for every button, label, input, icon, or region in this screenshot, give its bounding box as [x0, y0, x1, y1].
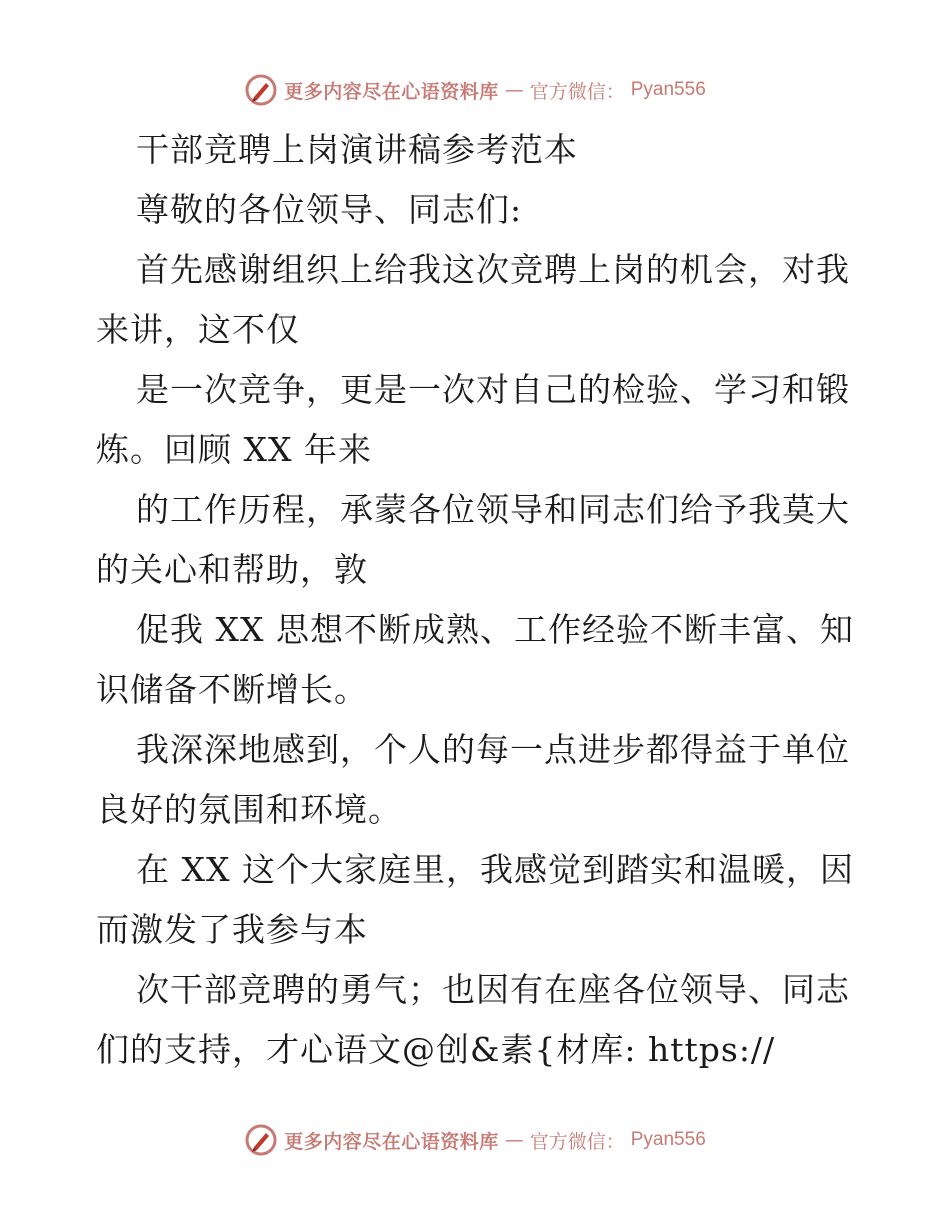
site-name-text: 更多内容尽在心语资料库 [284, 1130, 499, 1153]
paragraph-line: 识储备不断增长。 [96, 670, 368, 709]
document-body [96, 120, 856, 1080]
paragraph-line: 的工作历程，承蒙各位领导和同志们给予我莫大 [136, 490, 850, 529]
paragraph-line: 我深深地感到，个人的每一点进步都得益于单位 [136, 730, 850, 769]
paragraph-line: 来讲，这不仅 [96, 310, 300, 349]
header-banner [0, 70, 950, 110]
paragraph-line: 是一次竞争，更是一次对自己的检验、学习和锻 [136, 370, 850, 409]
paragraph-line: 们的支持，才心语文@创&素{材库: https:// [96, 1030, 776, 1069]
pen-logo-icon [244, 73, 278, 107]
document-title: 干部竞聘上岗演讲稿参考范本 [136, 130, 578, 169]
banner-dash: — [504, 79, 524, 101]
paragraph-line: 在 XX 这个大家庭里，我感觉到踏实和温暖，因 [136, 850, 854, 889]
banner-dash: — [504, 1129, 524, 1151]
salutation: 尊敬的各位领导、同志们: [136, 190, 523, 229]
wechat-id: Pyan556 [630, 1129, 706, 1150]
footer-banner-inner [244, 1123, 706, 1157]
paragraph-line: 炼。回顾 XX 年来 [96, 430, 372, 469]
header-banner-inner [244, 73, 706, 107]
wechat-label: 官方微信： [529, 1130, 625, 1153]
paragraph-line: 次干部竞聘的勇气；也因有在座各位领导、同志 [136, 970, 850, 1009]
wechat-id: Pyan556 [630, 79, 706, 100]
paragraph-line: 促我 XX 思想不断成熟、工作经验不断丰富、知 [136, 610, 854, 649]
wechat-label: 官方微信： [529, 80, 625, 103]
site-name-text: 更多内容尽在心语资料库 [284, 80, 499, 103]
pen-logo-icon [244, 1123, 278, 1157]
paragraph-line: 首先感谢组织上给我这次竞聘上岗的机会，对我 [136, 250, 850, 289]
paragraph-line: 良好的氛围和环境。 [96, 790, 402, 829]
paragraph-line: 而激发了我参与本 [96, 910, 368, 949]
footer-banner [0, 1120, 950, 1160]
paragraph-line: 的关心和帮助，敦 [96, 550, 368, 589]
